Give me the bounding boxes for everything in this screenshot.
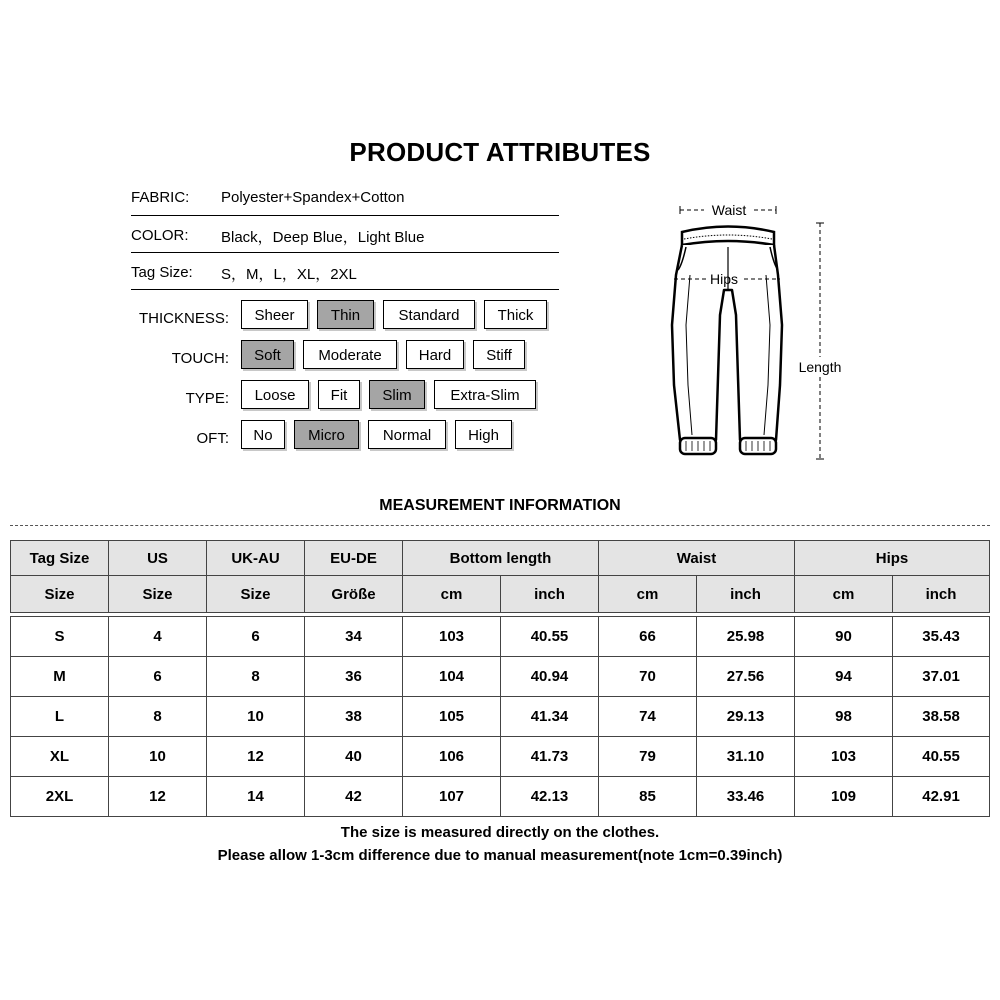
subheader-cell: cm — [403, 576, 501, 613]
table-cell: L — [11, 697, 109, 737]
table-cell: 12 — [109, 777, 207, 817]
table-cell: 29.13 — [697, 697, 795, 737]
divider — [131, 252, 559, 253]
table-cell: 4 — [109, 617, 207, 657]
header-us: US — [109, 541, 207, 576]
table-row — [11, 697, 990, 737]
subheader-cell: Size — [11, 576, 109, 613]
table-cell: 41.34 — [501, 697, 599, 737]
table-cell: 6 — [207, 617, 305, 657]
type-option-extra-slim: Extra-Slim — [434, 380, 536, 409]
header-uk-au: UK-AU — [207, 541, 305, 576]
table-cell: 34 — [305, 617, 403, 657]
dashed-divider — [10, 525, 990, 526]
header-tag-size: Tag Size — [11, 541, 109, 576]
table-cell: 42.91 — [893, 777, 990, 817]
table-cell: 105 — [403, 697, 501, 737]
subheader-cell: inch — [697, 576, 795, 613]
header-hips: Hips — [795, 541, 990, 576]
table-cell: 98 — [795, 697, 893, 737]
table-row — [11, 617, 990, 657]
table-cell: 42 — [305, 777, 403, 817]
table-cell: 104 — [403, 657, 501, 697]
table-cell: 10 — [109, 737, 207, 777]
touch-option-hard: Hard — [406, 340, 464, 369]
subheader-cell: inch — [893, 576, 990, 613]
subheader-cell: cm — [795, 576, 893, 613]
touch-options — [241, 340, 525, 369]
table-cell: 36 — [305, 657, 403, 697]
oft-option-high: High — [455, 420, 512, 449]
type-option-slim: Slim — [369, 380, 425, 409]
length-label: Length — [798, 359, 842, 375]
header-waist: Waist — [599, 541, 795, 576]
oft-label: OFT: — [196, 430, 229, 447]
note-line-1: The size is measured directly on the clothes. — [340, 824, 660, 841]
subheader-cell: cm — [599, 576, 697, 613]
table-subheader-row — [11, 576, 990, 613]
table-cell: 94 — [795, 657, 893, 697]
type-option-fit: Fit — [318, 380, 360, 409]
table-cell: 40.55 — [501, 617, 599, 657]
measurement-table — [10, 540, 990, 817]
table-cell: 103 — [795, 737, 893, 777]
table-cell: S — [11, 617, 109, 657]
table-cell: 38 — [305, 697, 403, 737]
fabric-label: FABRIC: — [131, 189, 190, 206]
table-cell: 70 — [599, 657, 697, 697]
waist-label: Waist — [711, 202, 747, 218]
table-row — [11, 657, 990, 697]
table-cell: 12 — [207, 737, 305, 777]
color-label: COLOR: — [131, 227, 189, 244]
table-cell: XL — [11, 737, 109, 777]
table-cell: 42.13 — [501, 777, 599, 817]
tag-size-label: Tag Size: — [131, 264, 193, 281]
divider — [131, 289, 559, 290]
table-cell: 109 — [795, 777, 893, 817]
thickness-label: THICKNESS: — [138, 310, 229, 327]
tag-size-value: S，M，L，XL，2XL — [221, 266, 357, 283]
note-line-2: Please allow 1-3cm difference due to manual measurement(note 1cm=0.39inch) — [217, 847, 783, 864]
table-cell: 33.46 — [697, 777, 795, 817]
touch-option-soft: Soft — [241, 340, 294, 369]
table-cell: 85 — [599, 777, 697, 817]
measurement-title: MEASUREMENT INFORMATION — [379, 497, 621, 514]
oft-options — [241, 420, 512, 449]
touch-option-stiff: Stiff — [473, 340, 525, 369]
table-cell: 6 — [109, 657, 207, 697]
table-cell: 90 — [795, 617, 893, 657]
table-cell: 2XL — [11, 777, 109, 817]
table-cell: 10 — [207, 697, 305, 737]
table-cell: 14 — [207, 777, 305, 817]
table-cell: 40.55 — [893, 737, 990, 777]
hips-label: Hips — [709, 271, 739, 287]
table-cell: M — [11, 657, 109, 697]
table-cell: 8 — [109, 697, 207, 737]
table-cell: 40.94 — [501, 657, 599, 697]
table-cell: 35.43 — [893, 617, 990, 657]
touch-option-moderate: Moderate — [303, 340, 397, 369]
subheader-cell: Size — [207, 576, 305, 613]
table-cell: 66 — [599, 617, 697, 657]
oft-option-micro: Micro — [294, 420, 359, 449]
table-cell: 106 — [403, 737, 501, 777]
page-title: PRODUCT ATTRIBUTES — [349, 137, 651, 167]
subheader-cell: inch — [501, 576, 599, 613]
fabric-value: Polyester+Spandex+Cotton — [221, 189, 405, 206]
color-value: Black，Deep Blue，Light Blue — [221, 229, 425, 246]
table-cell: 25.98 — [697, 617, 795, 657]
pants-diagram — [660, 195, 860, 470]
divider — [131, 215, 559, 216]
table-cell: 79 — [599, 737, 697, 777]
table-cell: 31.10 — [697, 737, 795, 777]
touch-label: TOUCH: — [171, 350, 229, 367]
table-body — [11, 617, 990, 817]
type-options — [241, 380, 536, 409]
type-option-loose: Loose — [241, 380, 309, 409]
thickness-option-thick: Thick — [484, 300, 547, 329]
thickness-options — [241, 300, 547, 329]
subheader-cell: Size — [109, 576, 207, 613]
table-cell: 74 — [599, 697, 697, 737]
header-bottom-length: Bottom length — [403, 541, 599, 576]
table-cell: 103 — [403, 617, 501, 657]
table-cell: 107 — [403, 777, 501, 817]
oft-option-no: No — [241, 420, 285, 449]
table-cell: 27.56 — [697, 657, 795, 697]
header-eu-de: EU-DE — [305, 541, 403, 576]
table-header-row — [11, 541, 990, 576]
table-cell: 40 — [305, 737, 403, 777]
table-row — [11, 777, 990, 817]
table-cell: 41.73 — [501, 737, 599, 777]
type-label: TYPE: — [185, 390, 229, 407]
table-cell: 8 — [207, 657, 305, 697]
thickness-option-thin: Thin — [317, 300, 374, 329]
thickness-option-standard: Standard — [383, 300, 475, 329]
table-cell: 37.01 — [893, 657, 990, 697]
table-cell: 38.58 — [893, 697, 990, 737]
oft-option-normal: Normal — [368, 420, 446, 449]
subheader-cell: Größe — [305, 576, 403, 613]
thickness-option-sheer: Sheer — [241, 300, 308, 329]
table-row — [11, 737, 990, 777]
